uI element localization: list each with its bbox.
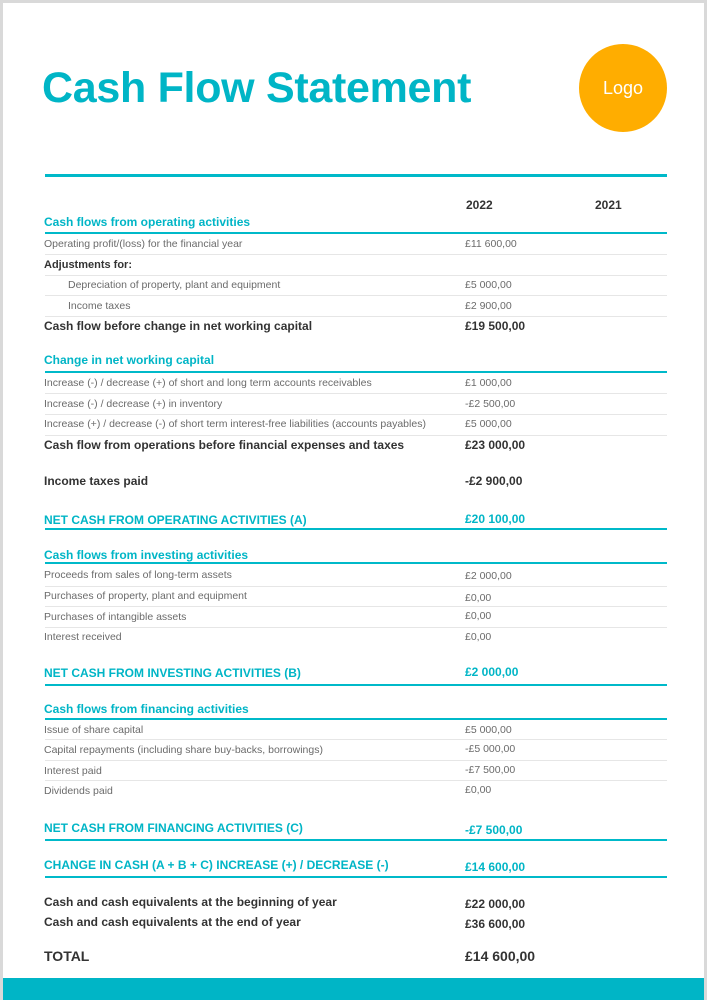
row-value: -£5 000,00 <box>465 743 516 755</box>
row-divider <box>45 254 667 255</box>
footer-bar <box>3 978 704 1000</box>
change-in-cash-value: £14 600,00 <box>465 860 526 874</box>
total-label: TOTAL <box>44 948 90 964</box>
cash-begin-value: £22 000,00 <box>465 897 526 911</box>
income-taxes-paid-value: -£2 900,00 <box>465 474 523 488</box>
cash-end-label: Cash and cash equivalents at the end of year <box>44 915 301 929</box>
column-year-current: 2022 <box>466 198 493 212</box>
row-divider <box>45 275 667 276</box>
row-value: £0,00 <box>465 784 492 796</box>
row-value: £0,00 <box>465 631 492 643</box>
section-header-operating: Cash flows from operating activities <box>44 215 251 229</box>
row-label: Issue of share capital <box>44 724 144 736</box>
section-divider <box>45 718 667 720</box>
row-value: £5 000,00 <box>465 279 512 291</box>
row-value: £1 000,00 <box>465 377 512 389</box>
row-label: Capital repayments (including share buy-backs, borrowings) <box>44 744 323 756</box>
row-value: £2 900,00 <box>465 300 512 312</box>
row-label: Depreciation of property, plant and equipment <box>68 279 281 291</box>
column-year-previous: 2021 <box>595 198 622 212</box>
section-header-financing: Cash flows from financing activities <box>44 702 249 716</box>
section-header-investing: Cash flows from investing activities <box>44 548 249 562</box>
row-value: £5 000,00 <box>465 724 512 736</box>
section-divider <box>45 839 667 841</box>
net-financing-value: -£7 500,00 <box>465 823 523 837</box>
header-divider <box>45 174 667 177</box>
row-value: -£7 500,00 <box>465 764 516 776</box>
row-divider <box>45 414 667 415</box>
row-label: Income taxes <box>68 300 131 312</box>
row-divider <box>45 435 667 436</box>
section-divider <box>45 371 667 373</box>
row-divider <box>45 780 667 781</box>
row-divider <box>45 295 667 296</box>
net-investing-label: NET CASH FROM INVESTING ACTIVITIES (B) <box>44 666 301 680</box>
row-divider <box>45 393 667 394</box>
net-operating-label: NET CASH FROM OPERATING ACTIVITIES (A) <box>44 513 307 527</box>
logo-label: Logo <box>602 77 644 98</box>
page-title: Cash Flow Statement <box>42 64 472 112</box>
row-label: Purchases of intangible assets <box>44 611 187 623</box>
section-divider <box>45 232 667 234</box>
document-page <box>3 3 704 1000</box>
row-label: Purchases of property, plant and equipment <box>44 590 247 602</box>
net-financing-label: NET CASH FROM FINANCING ACTIVITIES (C) <box>44 821 303 835</box>
row-divider <box>45 606 667 607</box>
row-label: Increase (+) / decrease (-) of short term interest-free liabilities (accounts payables) <box>44 418 426 430</box>
row-divider <box>45 760 667 761</box>
cash-end-value: £36 600,00 <box>465 917 526 931</box>
row-divider <box>45 739 667 740</box>
row-divider <box>45 316 667 317</box>
row-value: £11 600,00 <box>465 238 517 250</box>
subtotal-label: Cash flow before change in net working capital <box>44 319 313 333</box>
row-divider <box>45 627 667 628</box>
net-investing-value: £2 000,00 <box>465 665 519 679</box>
row-label: Dividends paid <box>44 785 113 797</box>
row-value: £0,00 <box>465 592 492 604</box>
row-label: Interest received <box>44 631 122 643</box>
subtotal-value: £23 000,00 <box>465 438 526 452</box>
section-divider <box>45 876 667 878</box>
row-label: Increase (-) / decrease (+) of short and long term accounts receivables <box>44 377 372 389</box>
row-value: £0,00 <box>465 610 492 622</box>
row-label: Interest paid <box>44 765 102 777</box>
cash-begin-label: Cash and cash equivalents at the beginning of year <box>44 895 337 909</box>
section-divider <box>45 562 667 564</box>
row-label: Operating profit/(loss) for the financial year <box>44 238 243 250</box>
section-divider <box>45 528 667 530</box>
row-label: Proceeds from sales of long-term assets <box>44 569 232 581</box>
row-value: £2 000,00 <box>465 570 512 582</box>
income-taxes-paid-label: Income taxes paid <box>44 474 149 488</box>
row-value: -£2 500,00 <box>465 398 516 410</box>
row-label-adjustments: Adjustments for: <box>44 259 132 271</box>
total-value: £14 600,00 <box>465 948 536 964</box>
section-header-working-capital: Change in net working capital <box>44 353 215 367</box>
subtotal-value: £19 500,00 <box>465 319 526 333</box>
section-divider <box>45 684 667 686</box>
row-value: £5 000,00 <box>465 418 512 430</box>
row-divider <box>45 586 667 587</box>
logo-placeholder <box>579 44 667 132</box>
change-in-cash-label: CHANGE IN CASH (A + B + C) INCREASE (+) / DECREASE (-) <box>44 858 389 872</box>
subtotal-label: Cash flow from operations before financial expenses and taxes <box>44 438 405 452</box>
net-operating-value: £20 100,00 <box>465 512 526 526</box>
row-label: Increase (-) / decrease (+) in inventory <box>44 398 223 410</box>
